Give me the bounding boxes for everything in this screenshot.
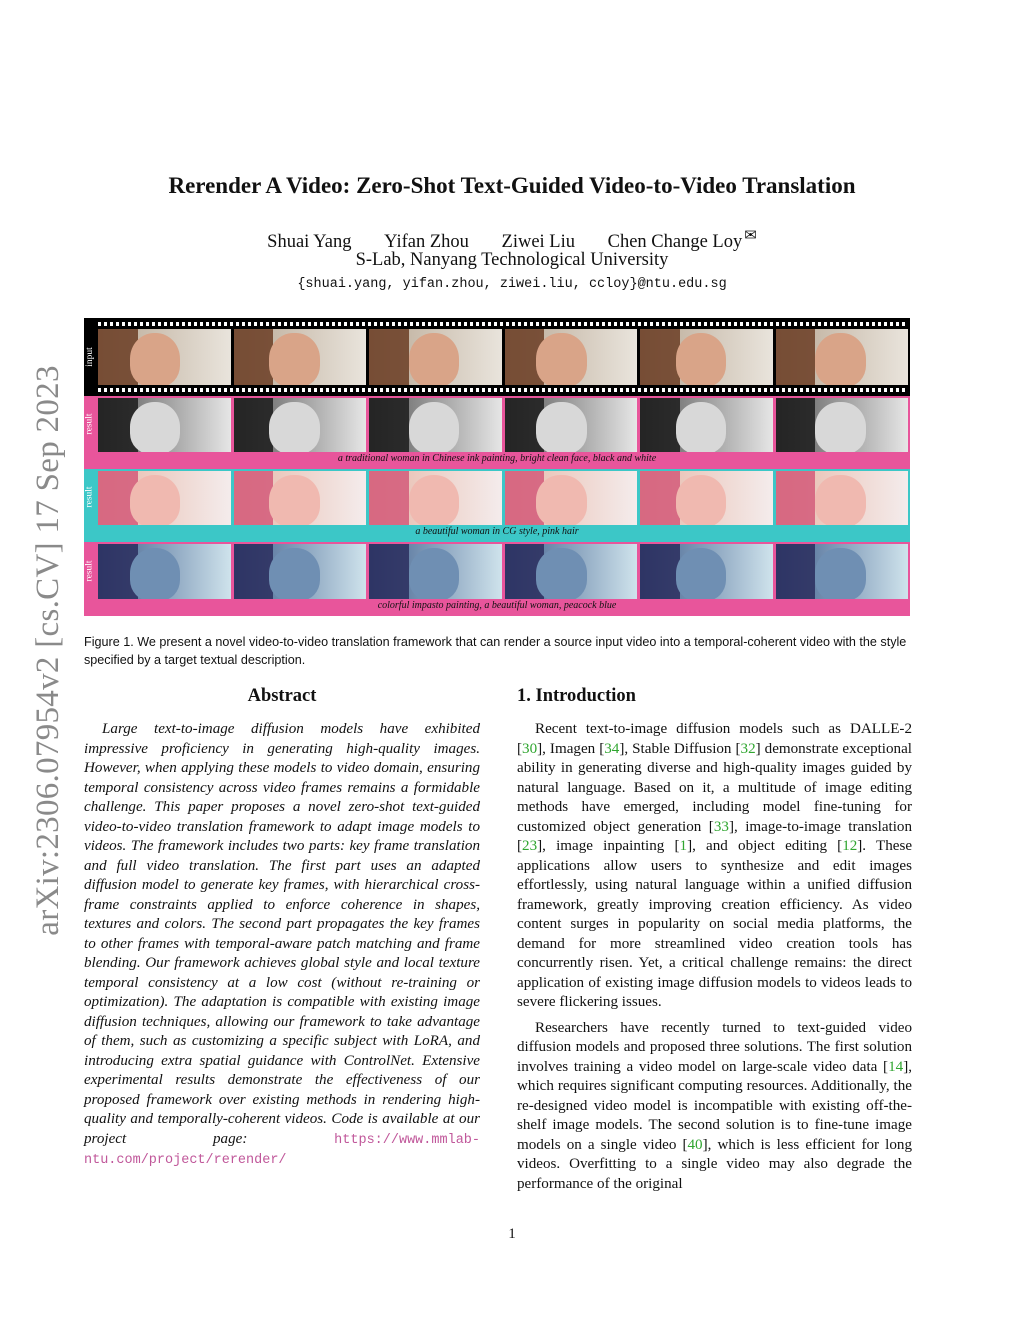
video-frame: [505, 329, 638, 385]
citation-link[interactable]: 23: [522, 838, 538, 854]
video-frame: [369, 398, 502, 452]
author-emails: {shuai.yang, yifan.zhou, ziwei.liu, ccloy}@ntu.edu.sg: [297, 277, 727, 292]
frame-hair: [776, 471, 816, 525]
film-sprockets-top: [98, 322, 908, 326]
affiliation: S-Lab, Nanyang Technological University: [355, 250, 669, 270]
frame-hair: [776, 544, 816, 599]
frame-face: [269, 333, 319, 385]
frame-hair: [776, 398, 816, 452]
figure-caption: Figure 1. We present a novel video-to-video translation framework that can render a source input video into a temporal-coherent video with the style specified by a target textual description.: [84, 635, 907, 667]
frame-hair: [369, 471, 409, 525]
frame-hair: [640, 329, 680, 385]
citation-link[interactable]: 30: [522, 740, 538, 757]
video-frame: [234, 398, 367, 452]
figure-row-impasto: [84, 542, 910, 616]
frame-face: [130, 333, 180, 385]
author-3: Ziwei Liu: [501, 232, 575, 253]
frame-face: [815, 333, 865, 385]
frame-hair: [369, 544, 409, 599]
style-prompt: a beautiful woman in CG style, pink hair: [415, 526, 579, 537]
frame-face: [676, 402, 726, 452]
frame-face: [676, 333, 726, 385]
video-frame: [98, 471, 231, 525]
style-prompt: colorful impasto painting, a beautiful woman, peacock blue: [377, 600, 617, 611]
frame-face: [269, 548, 319, 599]
frame-strip: [98, 544, 908, 599]
frame-face: [815, 548, 865, 599]
frame-face: [130, 548, 180, 599]
video-frame: [640, 398, 773, 452]
frame-face: [409, 548, 459, 599]
citation-link[interactable]: 33: [713, 818, 729, 835]
envelope-icon: ✉: [744, 228, 757, 244]
frame-strip: [98, 398, 908, 452]
author-1: Shuai Yang: [267, 232, 352, 253]
video-frame: [369, 471, 502, 525]
frame-hair: [234, 544, 274, 599]
frame-face: [536, 402, 586, 452]
frame-face: [815, 475, 865, 525]
video-frame: [640, 471, 773, 525]
frame-face: [130, 402, 180, 452]
introduction-heading: 1. Introduction: [517, 686, 636, 706]
film-sprockets-bottom: [98, 388, 908, 392]
citation-link[interactable]: 40: [687, 1136, 703, 1153]
video-frame: [776, 471, 909, 525]
frame-hair: [640, 398, 680, 452]
citation-link[interactable]: 1: [679, 838, 688, 854]
frame-face: [676, 475, 726, 525]
frame-face: [815, 402, 865, 452]
arxiv-stamp: [26, 355, 70, 945]
frame-strip: [98, 329, 908, 385]
paper-title: Rerender A Video: Zero-Shot Text-Guided Video-to-Video Translation: [168, 173, 856, 198]
frame-face: [536, 548, 586, 599]
video-frame: [98, 544, 231, 599]
author-2: Yifan Zhou: [384, 232, 469, 253]
arxiv-stamp-text: arXiv:2306.07954v2 [cs.CV] 17 Sep 2023: [29, 364, 66, 936]
row-label: input: [85, 347, 95, 367]
figure-row-ink: [84, 396, 910, 469]
intro-paragraph-2: Researchers have recently turned to text-guided video diffusion models and proposed three solutions. The first solution involves training a video model on large-scale video data [14], which requires significant computing resources. Additionally, the re-designed video model is incompatible with existing off-the-shelf image models. The second solution is to fine-tune image models on a single video [40], which is less efficient for long videos. Overfitting to a single video may also degrade the performance of the original: [517, 1019, 913, 1192]
video-frame: [640, 544, 773, 599]
video-frame: [505, 398, 638, 452]
frame-face: [536, 475, 586, 525]
row-label: result: [85, 559, 96, 582]
frame-face: [130, 475, 180, 525]
video-frame: [234, 329, 367, 385]
video-frame: [776, 544, 909, 599]
figure-row-input: [84, 318, 910, 396]
introduction-text: [517, 720, 912, 1200]
intro-paragraph-1: Recent text-to-image diffusion models such as DALLE-2 [30], Imagen [34], Stable Diffusion [32] demonstrate exceptional ability in generating diverse and high-quality images guided by natural language. Based on it, a multitude of image editing methods have emerged, including model fine-tuning for customized object generation [33], image-to-image translation [23], image inpainting [1], and object editing [12]. These applications allow users to synthesize and edit images effortlessly, using natural language within a unified diffusion framework, greatly improving creation efficiency. As video content surges in popularity on social media platforms, the demand for more streamlined video creation tools has concurrently risen. Yet, a critical challenge remains: the direct application of existing image diffusion models to videos leads to severe flickering issues.: [517, 721, 913, 1010]
frame-hair: [234, 398, 274, 452]
frame-hair: [776, 329, 816, 385]
frame-strip: [98, 471, 908, 525]
figure-row-cg: [84, 469, 910, 542]
video-frame: [776, 329, 909, 385]
abstract-text: Large text-to-image diffusion models have exhibited impressive proficiency in generating high-quality images. However, when applying these models to video domain, ensuring temporal consistency across video frames remains a formidable challenge. This paper proposes a novel zero-shot text-guided video-to-video translation framework to adapt image models to videos. The framework includes two parts: key frame translation and full video translation. The first part uses an adapted diffusion model to generate key frames, with hierarchical cross-frame constraints applied to enforce coherence in shapes, textures and colors. The second part propagates the key frames to other frames with temporal-aware patch matching and frame blending. Our framework achieves global style and local texture temporal consistency at a low cost (without re-training or optimization). The adaptation is compatible with existing image diffusion techniques, allowing our framework to take advantage of them, such as customizing a specific subject with LoRA, and introducing extra spatial guidance with ControlNet. Extensive experimental results demonstrate the effectiveness of our proposed framework over existing methods in rendering high-quality and temporally-coherent videos. Code is available at our project page: https://www.mmlab-ntu.com/project/rerender/: [84, 721, 480, 1168]
frame-hair: [234, 471, 274, 525]
video-frame: [234, 544, 367, 599]
video-frame: [640, 329, 773, 385]
frame-hair: [369, 398, 409, 452]
video-frame: [505, 544, 638, 599]
row-label: result: [85, 486, 96, 508]
citation-link[interactable]: 12: [842, 838, 858, 854]
row-label: result: [85, 413, 96, 435]
citation-link[interactable]: 34: [604, 740, 620, 757]
frame-hair: [369, 329, 409, 385]
frame-face: [536, 333, 586, 385]
abstract-heading: Abstract: [247, 686, 317, 706]
frame-hair: [640, 544, 680, 599]
frame-face: [269, 475, 319, 525]
citation-link[interactable]: 14: [888, 1058, 904, 1075]
frame-face: [269, 402, 319, 452]
frame-face: [676, 548, 726, 599]
video-frame: [369, 544, 502, 599]
project-page-link[interactable]: https://www.mmlab-ntu.com/project/rerender/: [84, 1132, 480, 1168]
frame-face: [409, 402, 459, 452]
page-number: 1: [508, 1226, 516, 1242]
frame-face: [409, 333, 459, 385]
video-frame: [369, 329, 502, 385]
video-frame: [98, 329, 231, 385]
video-frame: [98, 398, 231, 452]
video-frame: [776, 398, 909, 452]
author-4: Chen Change Loy ✉: [607, 228, 757, 253]
teaser-figure: [84, 318, 910, 616]
style-prompt: a traditional woman in Chinese ink painting, bright clean face, black and white: [337, 453, 657, 464]
frame-hair: [234, 329, 274, 385]
video-frame: [505, 471, 638, 525]
citation-link[interactable]: 32: [740, 740, 756, 757]
video-frame: [234, 471, 367, 525]
frame-face: [409, 475, 459, 525]
frame-hair: [640, 471, 680, 525]
